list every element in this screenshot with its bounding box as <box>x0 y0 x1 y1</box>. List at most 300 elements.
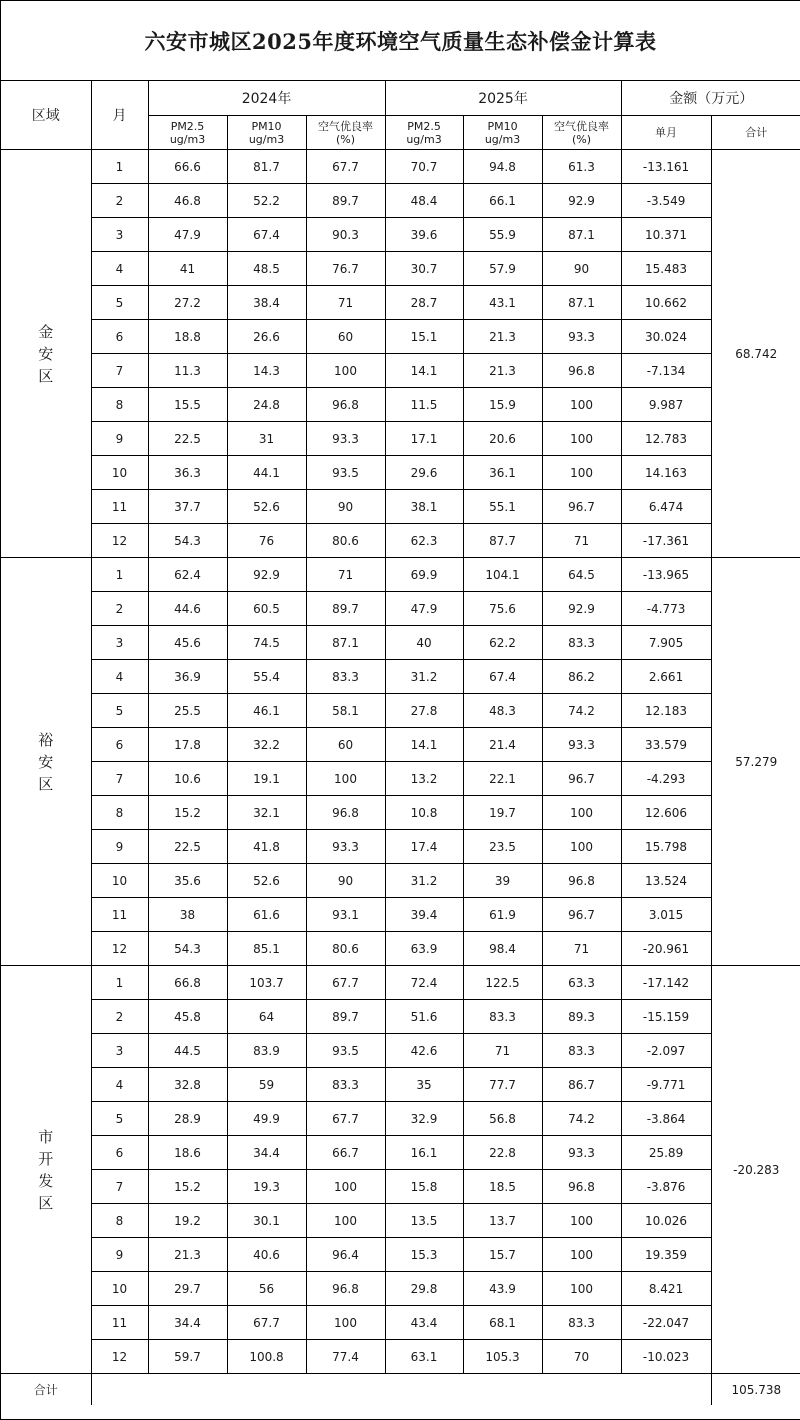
month-cell: 6 <box>91 728 148 762</box>
single-month-amount-cell: 3.015 <box>621 898 711 932</box>
region-total: 57.279 <box>711 558 800 966</box>
pm25-2025-cell: 38.1 <box>385 490 463 524</box>
pm25-2025-cell: 35 <box>385 1068 463 1102</box>
table-row <box>1 728 800 762</box>
pm25-2024-cell: 62.4 <box>148 558 227 592</box>
aqi-rate-2024-cell: 71 <box>306 286 385 320</box>
page-title: 六安市城区2025年度环境空气质量生态补偿金计算表 <box>1 1 800 81</box>
pm10-2025-cell: 21.3 <box>463 354 542 388</box>
single-month-amount-cell: -10.023 <box>621 1340 711 1374</box>
pm25-2024-cell: 46.8 <box>148 184 227 218</box>
aqi-rate-2024-cell: 93.5 <box>306 456 385 490</box>
pm25-2025-cell: 15.3 <box>385 1238 463 1272</box>
single-month-amount-cell: 25.89 <box>621 1136 711 1170</box>
aqi-rate-2025-cell: 61.3 <box>542 150 621 184</box>
month-cell: 7 <box>91 354 148 388</box>
aqi-rate-2024-cell: 93.3 <box>306 422 385 456</box>
grand-total-value: 105.738 <box>711 1374 800 1406</box>
pm25-2025-cell: 28.7 <box>385 286 463 320</box>
pm10-2025-cell: 19.7 <box>463 796 542 830</box>
pm10-label: PM10 <box>487 119 518 133</box>
table-row <box>1 1238 800 1272</box>
month-cell: 11 <box>91 1306 148 1340</box>
pm10-2024-cell: 61.6 <box>227 898 306 932</box>
table-row <box>1 898 800 932</box>
aqi-rate-2024-cell: 100 <box>306 762 385 796</box>
region-name <box>1 966 91 1374</box>
aqi-rate-2025-cell: 96.7 <box>542 490 621 524</box>
month-cell: 7 <box>91 1170 148 1204</box>
month-cell: 9 <box>91 830 148 864</box>
aqi-rate-2025-cell: 100 <box>542 1238 621 1272</box>
aqi-rate-2025-cell: 64.5 <box>542 558 621 592</box>
pm10-2025-cell: 43.9 <box>463 1272 542 1306</box>
pm10-2024-cell: 19.1 <box>227 762 306 796</box>
aqi-rate-2025-cell: 63.3 <box>542 966 621 1000</box>
month-cell: 10 <box>91 456 148 490</box>
pm10-2025-cell: 71 <box>463 1034 542 1068</box>
table-row <box>1 1340 800 1374</box>
aqi-rate-2025-cell: 93.3 <box>542 1136 621 1170</box>
table-row <box>1 456 800 490</box>
aqi-rate-2025-cell: 87.1 <box>542 286 621 320</box>
month-cell: 1 <box>91 966 148 1000</box>
region-name-char: 发 <box>38 1171 54 1190</box>
pm10-2024-cell: 32.1 <box>227 796 306 830</box>
pm25-2024-cell: 45.6 <box>148 626 227 660</box>
pm25-2024-cell: 35.6 <box>148 864 227 898</box>
pm10-2024-cell: 59 <box>227 1068 306 1102</box>
pm10-2024-cell: 24.8 <box>227 388 306 422</box>
pm10-2025-cell: 105.3 <box>463 1340 542 1374</box>
pm10-2024-cell: 64 <box>227 1000 306 1034</box>
aqi-rate-2024-cell: 100 <box>306 1306 385 1340</box>
month-cell: 4 <box>91 1068 148 1102</box>
pm10-2024-cell: 34.4 <box>227 1136 306 1170</box>
aqi-rate-2025-cell: 70 <box>542 1340 621 1374</box>
table-row <box>1 252 800 286</box>
pm10-2024-cell: 19.3 <box>227 1170 306 1204</box>
pm25-2024-cell: 66.6 <box>148 150 227 184</box>
table-row <box>1 1136 800 1170</box>
pm25-2024-cell: 21.3 <box>148 1238 227 1272</box>
aqi-rate-label: 空气优良率 <box>554 119 610 133</box>
pm10-2025-cell: 87.7 <box>463 524 542 558</box>
pm25-2025-cell: 47.9 <box>385 592 463 626</box>
aqi-rate-2024-cell: 67.7 <box>306 1102 385 1136</box>
pm25-2024-cell: 36.3 <box>148 456 227 490</box>
pm25-2025-cell: 14.1 <box>385 728 463 762</box>
aqi-rate-2024-cell: 80.6 <box>306 932 385 966</box>
table-row <box>1 592 800 626</box>
pm10-2024-cell: 14.3 <box>227 354 306 388</box>
aqi-rate-2024-cell: 90 <box>306 864 385 898</box>
pm25-2025-cell: 39.6 <box>385 218 463 252</box>
pm10-2024-cell: 60.5 <box>227 592 306 626</box>
aqi-rate-label: 空气优良率 <box>318 119 373 133</box>
pm25-2024-cell: 19.2 <box>148 1204 227 1238</box>
aqi-rate-2025-cell: 96.7 <box>542 762 621 796</box>
aqi-rate-2024-cell: 90.3 <box>306 218 385 252</box>
pm10-2024-cell: 44.1 <box>227 456 306 490</box>
pm10-2024-cell: 92.9 <box>227 558 306 592</box>
pm10-2024-cell: 55.4 <box>227 660 306 694</box>
header-year-2025: 2025年 <box>385 81 621 116</box>
pm25-2024-cell: 27.2 <box>148 286 227 320</box>
table-row <box>1 422 800 456</box>
pm10-2024-cell: 31 <box>227 422 306 456</box>
table-row <box>1 524 800 558</box>
month-cell: 11 <box>91 490 148 524</box>
pm25-2025-cell: 13.5 <box>385 1204 463 1238</box>
table-row <box>1 830 800 864</box>
table-row <box>1 1068 800 1102</box>
aqi-rate-2025-cell: 93.3 <box>542 728 621 762</box>
pm10-2025-cell: 122.5 <box>463 966 542 1000</box>
pm10-2024-cell: 81.7 <box>227 150 306 184</box>
header-region: 区域 <box>1 81 91 150</box>
region-name-char: 安 <box>38 344 54 363</box>
aqi-rate-2025-cell: 83.3 <box>542 1034 621 1068</box>
pm25-2024-cell: 54.3 <box>148 932 227 966</box>
pm10-2025-cell: 56.8 <box>463 1102 542 1136</box>
aqi-rate-2025-cell: 100 <box>542 456 621 490</box>
region-total: -20.283 <box>711 966 800 1374</box>
pm25-2024-cell: 37.7 <box>148 490 227 524</box>
aqi-rate-2024-cell: 96.8 <box>306 796 385 830</box>
table-row <box>1 1170 800 1204</box>
header-2025-aqi-rate <box>542 116 621 150</box>
region-total: 68.742 <box>711 150 800 558</box>
region-name-char: 区 <box>38 774 54 793</box>
pm10-2024-cell: 48.5 <box>227 252 306 286</box>
pm25-2025-cell: 62.3 <box>385 524 463 558</box>
header-year-2024: 2024年 <box>148 81 385 116</box>
table-header <box>1 81 800 150</box>
aqi-rate-2024-cell: 89.7 <box>306 184 385 218</box>
table-row <box>1 1034 800 1068</box>
aqi-rate-2025-cell: 100 <box>542 796 621 830</box>
aqi-rate-2025-cell: 100 <box>542 1204 621 1238</box>
pm10-2025-cell: 21.4 <box>463 728 542 762</box>
pm25-2025-cell: 39.4 <box>385 898 463 932</box>
pm25-2025-cell: 48.4 <box>385 184 463 218</box>
pm25-2024-cell: 10.6 <box>148 762 227 796</box>
pm25-label: PM2.5 <box>407 119 441 133</box>
aqi-rate-2024-cell: 77.4 <box>306 1340 385 1374</box>
pm25-2025-cell: 30.7 <box>385 252 463 286</box>
pm10-2024-cell: 26.6 <box>227 320 306 354</box>
single-month-amount-cell: -4.773 <box>621 592 711 626</box>
pm25-2024-cell: 15.5 <box>148 388 227 422</box>
table-row <box>1 864 800 898</box>
pm10-2025-cell: 104.1 <box>463 558 542 592</box>
single-month-amount-cell: 12.606 <box>621 796 711 830</box>
header-subtotal: 合计 <box>711 116 800 150</box>
pm25-2025-cell: 16.1 <box>385 1136 463 1170</box>
pm25-2025-cell: 29.8 <box>385 1272 463 1306</box>
pm25-label: PM2.5 <box>170 119 205 133</box>
grand-total-row <box>1 1374 800 1406</box>
pm25-2025-cell: 43.4 <box>385 1306 463 1340</box>
pm25-2024-cell: 34.4 <box>148 1306 227 1340</box>
aqi-rate-2024-cell: 83.3 <box>306 660 385 694</box>
pm10-2025-cell: 48.3 <box>463 694 542 728</box>
pm10-2025-cell: 55.1 <box>463 490 542 524</box>
aqi-rate-2024-cell: 93.1 <box>306 898 385 932</box>
month-cell: 5 <box>91 1102 148 1136</box>
pm10-2024-cell: 67.4 <box>227 218 306 252</box>
pm25-2025-cell: 10.8 <box>385 796 463 830</box>
table-row <box>1 490 800 524</box>
pm10-2024-cell: 76 <box>227 524 306 558</box>
aqi-rate-2025-cell: 100 <box>542 422 621 456</box>
aqi-rate-2025-cell: 74.2 <box>542 694 621 728</box>
pm25-unit: ug/m3 <box>406 132 442 146</box>
month-cell: 1 <box>91 558 148 592</box>
month-cell: 2 <box>91 1000 148 1034</box>
table-row <box>1 184 800 218</box>
pm25-2024-cell: 66.8 <box>148 966 227 1000</box>
aqi-rate-2024-cell: 96.4 <box>306 1238 385 1272</box>
aqi-rate-2024-cell: 58.1 <box>306 694 385 728</box>
pm25-2024-cell: 22.5 <box>148 830 227 864</box>
pm25-2024-cell: 29.7 <box>148 1272 227 1306</box>
table-row <box>1 320 800 354</box>
pm25-2025-cell: 63.1 <box>385 1340 463 1374</box>
pm10-2024-cell: 74.5 <box>227 626 306 660</box>
aqi-rate-2024-cell: 80.6 <box>306 524 385 558</box>
single-month-amount-cell: -2.097 <box>621 1034 711 1068</box>
header-2025-pm25 <box>385 116 463 150</box>
pm10-2025-cell: 15.7 <box>463 1238 542 1272</box>
aqi-rate-2025-cell: 89.3 <box>542 1000 621 1034</box>
table-row <box>1 626 800 660</box>
pm10-2025-cell: 61.9 <box>463 898 542 932</box>
pm25-2025-cell: 17.4 <box>385 830 463 864</box>
pm25-2024-cell: 18.6 <box>148 1136 227 1170</box>
single-month-amount-cell: 13.524 <box>621 864 711 898</box>
aqi-rate-2025-cell: 92.9 <box>542 592 621 626</box>
single-month-amount-cell: -15.159 <box>621 1000 711 1034</box>
pm25-2024-cell: 25.5 <box>148 694 227 728</box>
aqi-rate-2024-cell: 89.7 <box>306 1000 385 1034</box>
header-amount: 金额（万元） <box>621 81 800 116</box>
aqi-rate-2025-cell: 96.8 <box>542 864 621 898</box>
pm25-2025-cell: 31.2 <box>385 864 463 898</box>
single-month-amount-cell: -3.549 <box>621 184 711 218</box>
aqi-rate-2024-cell: 96.8 <box>306 1272 385 1306</box>
table-row <box>1 218 800 252</box>
aqi-rate-2024-cell: 60 <box>306 320 385 354</box>
aqi-rate-2024-cell: 93.3 <box>306 830 385 864</box>
pm25-2025-cell: 15.1 <box>385 320 463 354</box>
table-row <box>1 762 800 796</box>
pm10-2025-cell: 98.4 <box>463 932 542 966</box>
single-month-amount-cell: 14.163 <box>621 456 711 490</box>
aqi-rate-2025-cell: 96.7 <box>542 898 621 932</box>
month-cell: 12 <box>91 1340 148 1374</box>
single-month-amount-cell: 12.183 <box>621 694 711 728</box>
month-cell: 7 <box>91 762 148 796</box>
pm25-2024-cell: 36.9 <box>148 660 227 694</box>
region-name-char: 区 <box>38 1193 54 1212</box>
region-name-char: 金 <box>38 322 54 341</box>
single-month-amount-cell: -17.361 <box>621 524 711 558</box>
pm25-2024-cell: 17.8 <box>148 728 227 762</box>
aqi-rate-2024-cell: 100 <box>306 354 385 388</box>
month-cell: 4 <box>91 660 148 694</box>
pm25-2025-cell: 29.6 <box>385 456 463 490</box>
pm10-2025-cell: 15.9 <box>463 388 542 422</box>
aqi-rate-2025-cell: 90 <box>542 252 621 286</box>
pm25-2025-cell: 63.9 <box>385 932 463 966</box>
month-cell: 12 <box>91 524 148 558</box>
table-row <box>1 354 800 388</box>
table-row <box>1 286 800 320</box>
header-2025-pm10 <box>463 116 542 150</box>
header-month: 月 <box>91 81 148 150</box>
region-name-char: 市 <box>38 1127 54 1146</box>
pm10-2025-cell: 23.5 <box>463 830 542 864</box>
header-single-month: 单月 <box>621 116 711 150</box>
month-cell: 8 <box>91 796 148 830</box>
region-name-char: 安 <box>38 752 54 771</box>
pm25-2024-cell: 45.8 <box>148 1000 227 1034</box>
month-cell: 1 <box>91 150 148 184</box>
pm10-2025-cell: 68.1 <box>463 1306 542 1340</box>
aqi-rate-2025-cell: 74.2 <box>542 1102 621 1136</box>
pm10-2024-cell: 49.9 <box>227 1102 306 1136</box>
aqi-rate-2024-cell: 100 <box>306 1204 385 1238</box>
aqi-rate-2024-cell: 60 <box>306 728 385 762</box>
pm25-2025-cell: 11.5 <box>385 388 463 422</box>
single-month-amount-cell: 19.359 <box>621 1238 711 1272</box>
aqi-rate-2025-cell: 92.9 <box>542 184 621 218</box>
pm25-2025-cell: 40 <box>385 626 463 660</box>
single-month-amount-cell: 10.371 <box>621 218 711 252</box>
aqi-rate-2024-cell: 67.7 <box>306 150 385 184</box>
month-cell: 3 <box>91 1034 148 1068</box>
pm25-2025-cell: 14.1 <box>385 354 463 388</box>
pm10-2025-cell: 13.7 <box>463 1204 542 1238</box>
single-month-amount-cell: 15.483 <box>621 252 711 286</box>
pm10-2025-cell: 39 <box>463 864 542 898</box>
region-name-char: 开 <box>38 1149 54 1168</box>
pm10-2025-cell: 43.1 <box>463 286 542 320</box>
table-row <box>1 558 800 592</box>
pm25-2025-cell: 69.9 <box>385 558 463 592</box>
month-cell: 2 <box>91 592 148 626</box>
aqi-rate-2024-cell: 89.7 <box>306 592 385 626</box>
pm10-2024-cell: 40.6 <box>227 1238 306 1272</box>
month-cell: 8 <box>91 388 148 422</box>
single-month-amount-cell: 10.662 <box>621 286 711 320</box>
pm10-2024-cell: 67.7 <box>227 1306 306 1340</box>
pm10-2024-cell: 85.1 <box>227 932 306 966</box>
single-month-amount-cell: 12.783 <box>621 422 711 456</box>
aqi-rate-2025-cell: 87.1 <box>542 218 621 252</box>
pm10-2024-cell: 52.2 <box>227 184 306 218</box>
pm25-2025-cell: 32.9 <box>385 1102 463 1136</box>
pm25-2024-cell: 28.9 <box>148 1102 227 1136</box>
single-month-amount-cell: 9.987 <box>621 388 711 422</box>
aqi-rate-2025-cell: 100 <box>542 388 621 422</box>
aqi-rate-2025-cell: 96.8 <box>542 354 621 388</box>
aqi-rate-2025-cell: 93.3 <box>542 320 621 354</box>
single-month-amount-cell: 33.579 <box>621 728 711 762</box>
aqi-rate-2025-cell: 83.3 <box>542 1306 621 1340</box>
aqi-rate-2025-cell: 71 <box>542 524 621 558</box>
single-month-amount-cell: -9.771 <box>621 1068 711 1102</box>
table-row <box>1 1272 800 1306</box>
month-cell: 5 <box>91 694 148 728</box>
pm25-2024-cell: 22.5 <box>148 422 227 456</box>
pm10-2025-cell: 67.4 <box>463 660 542 694</box>
aqi-rate-2025-cell: 96.8 <box>542 1170 621 1204</box>
pm25-2024-cell: 41 <box>148 252 227 286</box>
header-2024-pm10 <box>227 116 306 150</box>
pm10-2024-cell: 56 <box>227 1272 306 1306</box>
pm10-2024-cell: 83.9 <box>227 1034 306 1068</box>
month-cell: 10 <box>91 1272 148 1306</box>
compensation-table <box>1 81 800 1405</box>
aqi-rate-2024-cell: 93.5 <box>306 1034 385 1068</box>
aqi-rate-2024-cell: 96.8 <box>306 388 385 422</box>
month-cell: 2 <box>91 184 148 218</box>
pm25-2025-cell: 27.8 <box>385 694 463 728</box>
pm10-2024-cell: 103.7 <box>227 966 306 1000</box>
pm25-2025-cell: 70.7 <box>385 150 463 184</box>
pm10-2024-cell: 32.2 <box>227 728 306 762</box>
table-row <box>1 150 800 184</box>
month-cell: 9 <box>91 1238 148 1272</box>
month-cell: 3 <box>91 218 148 252</box>
pm10-label: PM10 <box>251 119 282 133</box>
aqi-rate-unit: (%) <box>335 132 356 146</box>
single-month-amount-cell: -17.142 <box>621 966 711 1000</box>
pm10-2025-cell: 55.9 <box>463 218 542 252</box>
pm10-2025-cell: 57.9 <box>463 252 542 286</box>
aqi-rate-2024-cell: 67.7 <box>306 966 385 1000</box>
pm10-2025-cell: 94.8 <box>463 150 542 184</box>
month-cell: 10 <box>91 864 148 898</box>
single-month-amount-cell: -20.961 <box>621 932 711 966</box>
table-row <box>1 660 800 694</box>
pm25-2024-cell: 59.7 <box>148 1340 227 1374</box>
pm25-2025-cell: 72.4 <box>385 966 463 1000</box>
month-cell: 3 <box>91 626 148 660</box>
pm10-2025-cell: 75.6 <box>463 592 542 626</box>
pm25-2025-cell: 17.1 <box>385 422 463 456</box>
pm10-2025-cell: 62.2 <box>463 626 542 660</box>
single-month-amount-cell: -4.293 <box>621 762 711 796</box>
table-row <box>1 796 800 830</box>
table-row <box>1 1000 800 1034</box>
region-name <box>1 558 91 966</box>
aqi-rate-2025-cell: 86.7 <box>542 1068 621 1102</box>
single-month-amount-cell: 30.024 <box>621 320 711 354</box>
single-month-amount-cell: 2.661 <box>621 660 711 694</box>
pm10-unit: ug/m3 <box>248 132 285 146</box>
pm25-2024-cell: 38 <box>148 898 227 932</box>
aqi-rate-unit: (%) <box>572 132 592 146</box>
aqi-rate-2025-cell: 100 <box>542 830 621 864</box>
single-month-amount-cell: -22.047 <box>621 1306 711 1340</box>
pm10-2024-cell: 30.1 <box>227 1204 306 1238</box>
table-row <box>1 1204 800 1238</box>
aqi-rate-2024-cell: 90 <box>306 490 385 524</box>
